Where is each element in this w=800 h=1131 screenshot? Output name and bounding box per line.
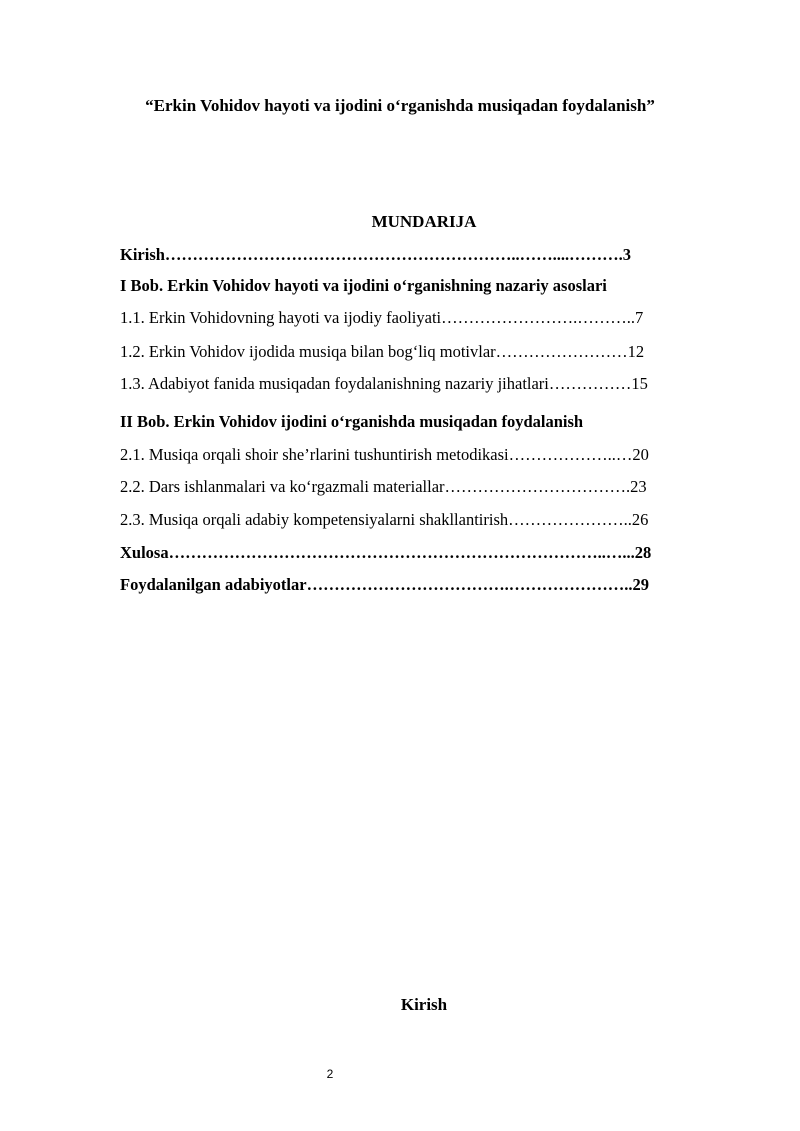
document-title: “Erkin Vohidov hayoti va ijodini o‘rganishda musiqadan foydalanish” (145, 96, 655, 115)
toc-heading: MUNDARIJA (371, 212, 477, 231)
toc-entry-chapter-1: I Bob. Erkin Vohidov hayoti va ijodini o‘rganishning nazariy asoslari (120, 276, 607, 295)
toc-entry-1-2: 1.2. Erkin Vohidov ijodida musiqa bilan bog‘liq motivlar……………………12 (120, 342, 645, 361)
page-number: 2 (326, 1067, 334, 1081)
toc-entry-1-1: 1.1. Erkin Vohidovning hayoti va ijodiy faoliyati…………………….………..7 (120, 308, 644, 327)
toc-entry-1-3: 1.3. Adabiyot fanida musiqadan foydalanishning nazariy jihatlari……………15 (120, 374, 648, 393)
section-heading-kirish: Kirish (400, 995, 448, 1014)
toc-entry-chapter-2: II Bob. Erkin Vohidov ijodini o‘rganishda musiqadan foydalanish (120, 412, 584, 431)
toc-entry-2-1: 2.1. Musiqa orqali shoir she’rlarini tushuntirish metodikasi………………..…20 (120, 445, 649, 464)
toc-entry-kirish: Kirish………………………………………………………..……....……….3 (120, 245, 632, 264)
toc-entry-2-2: 2.2. Dars ishlanmalari va ko‘rgazmali materiallar…………………………….23 (120, 477, 647, 496)
toc-entry-2-3: 2.3. Musiqa orqali adabiy kompetensiyalarni shakllantirish…………………..26 (120, 510, 649, 529)
toc-entry-adabiyotlar: Foydalanilgan adabiyotlar……………………………….…………………..29 (120, 575, 649, 594)
toc-entry-xulosa: Xulosa……………………………………………………………………..…...28 (120, 543, 652, 562)
